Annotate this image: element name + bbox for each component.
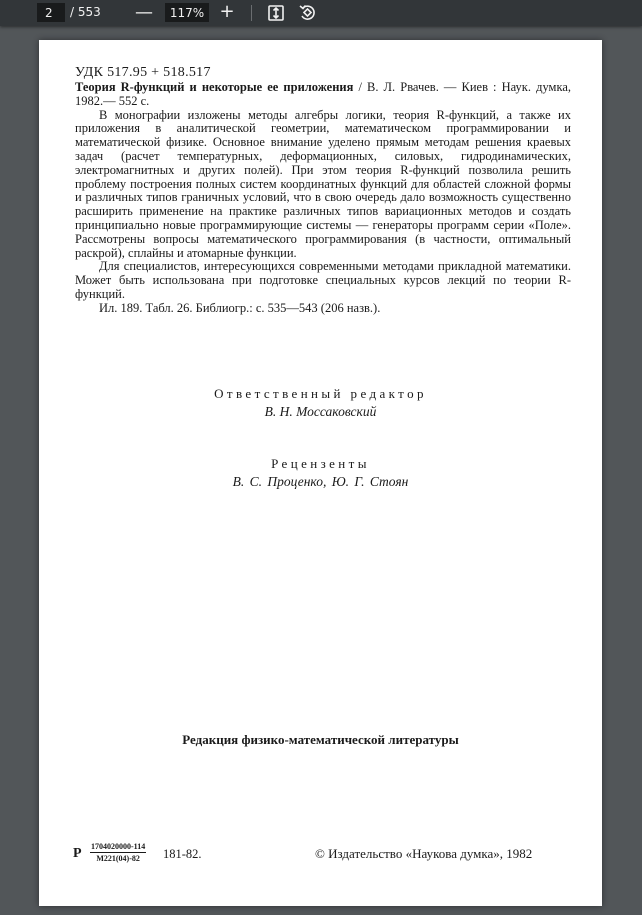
index-number: 181-82. bbox=[163, 847, 202, 861]
index-code-bottom: М221(04)-82 bbox=[96, 854, 140, 863]
abstract-stats: Ил. 189. Табл. 26. Библиогр.: с. 535—543 (206 назв.). bbox=[99, 300, 381, 315]
book-title: Теория R-функций и некоторые ее приложения bbox=[75, 80, 354, 94]
index-code bbox=[90, 841, 146, 864]
pdf-toolbar bbox=[0, 0, 642, 26]
toolbar-divider bbox=[251, 5, 252, 21]
zoom-out-button[interactable]: — bbox=[135, 1, 153, 23]
index-letter: Р bbox=[73, 846, 82, 861]
document-page bbox=[39, 40, 602, 906]
book-author: / В. Л. Рвачев. — Киев : Наук. думка, 1982.— 552 с. bbox=[75, 80, 572, 108]
zoom-in-button[interactable]: + bbox=[219, 0, 235, 22]
page-total: / 553 bbox=[70, 5, 101, 19]
editor-label: Ответственный редактор bbox=[214, 386, 427, 401]
copyright: © Издательство «Наукова думка», 1982 bbox=[315, 846, 533, 861]
abstract-audience: Для специалистов, интересующихся современными методами прикладной математики. Может быть использована при подготовке специальных курсов лекций по теории R-функций. bbox=[75, 259, 571, 301]
editorial-office: Редакция физико-математической литературы bbox=[182, 732, 459, 747]
abstract bbox=[75, 81, 571, 316]
editor-name: В. Н. Моссаковский bbox=[264, 404, 377, 419]
index-code-top: 1704020000-114 bbox=[91, 842, 146, 851]
abstract-paragraph: В монографии изложены методы алгебры логики, теория R-функций, а также их приложения в аналитической геометрии, математическом программировании и математической физике. Основное внимание уделено прямым методам решения краевых задач (расчет температурных, деформационных, силовых, гидродинамических, электромагнитных и других полей). При этом теория R-функций позволила решить проблему построения полных систем координатных функций для областей сложной формы и различных типов граничных условий, что в свою очередь дало возможность существенно расширить применение на практике различных типов вариационных методов и создать принципиально новые программирующие системы — генераторы программ серии «Поле». Рассмотрены вопросы математического программирования (в частности, оптимальный раскрой), сплайны и атомарные функции. bbox=[75, 107, 571, 260]
reviewers-label: Рецензенты bbox=[271, 456, 370, 471]
reviewers-names: В. С. Проценко, Ю. Г. Стоян bbox=[232, 474, 409, 489]
rotate-icon[interactable] bbox=[298, 3, 317, 22]
bibliographic-line bbox=[75, 81, 571, 109]
udk-line: УДК 517.95 + 518.517 bbox=[75, 65, 211, 80]
page-number-input[interactable]: 2 bbox=[37, 3, 65, 22]
fit-to-page-icon[interactable] bbox=[267, 4, 285, 22]
zoom-level-input[interactable]: 117% bbox=[165, 3, 209, 22]
